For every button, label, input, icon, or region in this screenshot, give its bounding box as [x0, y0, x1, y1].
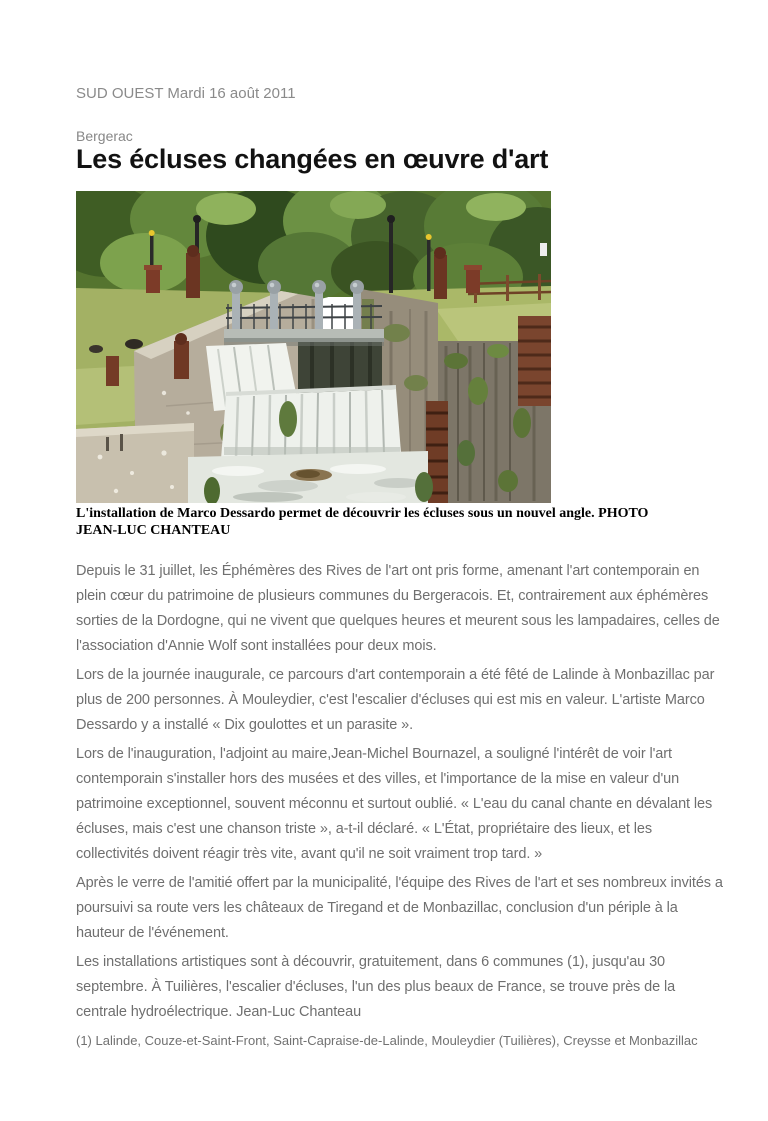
paragraph: Lors de l'inauguration, l'adjoint au maire,Jean-Michel Bournazel, a souligné l'intérêt de voir l'art contemporain s'installer hors des musées et des villes, et l'importance de la mise en valeur d'un patrimoine exceptionnel, souvent méconnu et surtout oublié. « L'eau du canal chante en dévalant les écluses, mais c'est une chanson triste », a-t-il déclaré. « L'État, propriétaire des lieux, et les collectivités doivent réagir très vite, avant qu'il ne soit vraiment trop tard. » [76, 746, 713, 863]
paragraph: Les installations artistiques sont à découvrir, gratuitement, dans 6 communes (1), jusqu'au 30 septembre. À Tuilières, l'escalier d'écluses, l'un des plus beaux de France, se trouve près de la centrale hydroélectrique. Jean-Luc Chanteau [76, 954, 676, 1021]
article-title: Les écluses changées en œuvre d'art [76, 144, 549, 174]
paragraph: Après le verre de l'amitié offert par la municipalité, l'équipe des Rives de l'art et ses nombreux invités a poursuivi sa route vers les châteaux de Tiregand et de Monbazillac, conclusion d'un périple à la hauteur de l'événement. [76, 875, 723, 942]
article-footnote: (1) Lalinde, Couze-et-Saint-Front, Saint-Capraise-de-Lalinde, Mouleydier (Tuilières), Creysse et Monbazillac [76, 1033, 698, 1049]
article [76, 86, 724, 1049]
article-body [76, 559, 724, 1025]
article-kicker: Bergerac [76, 128, 133, 144]
photo-caption: L'installation de Marco Dessardo permet de découvrir les écluses sous un nouvel angle. PHOTO JEAN-LUC CHANTEAU [76, 506, 649, 539]
article-photo [76, 191, 551, 503]
right-rusty-gate [518, 316, 551, 406]
paragraph: Lors de la journée inaugurale, ce parcours d'art contemporain a été fêté de Lalinde à Monbazillac par plus de 200 personnes. À Mouleydier, c'est l'escalier d'écluses qui est mis en valeur. L'artiste Marco Dessardo y a installé « Dix goulottes et un parasite ». [76, 667, 715, 734]
publication-date-line: SUD OUEST Mardi 16 août 2011 [76, 85, 296, 102]
paragraph: Depuis le 31 juillet, les Éphémères des Rives de l'art ont pris forme, amenant l'art contemporain en plein cœur du patrimoine de plusieurs communes du Bergeracois. Et, contrairement aux éphémères sorties de la Dordogne, qui ne vivent que quelques heures et meurent sous les lampadaires, celles de l'association d'Annie Wolf sont installées pour deux mois. [76, 563, 720, 655]
left-stone-block [76, 423, 194, 503]
